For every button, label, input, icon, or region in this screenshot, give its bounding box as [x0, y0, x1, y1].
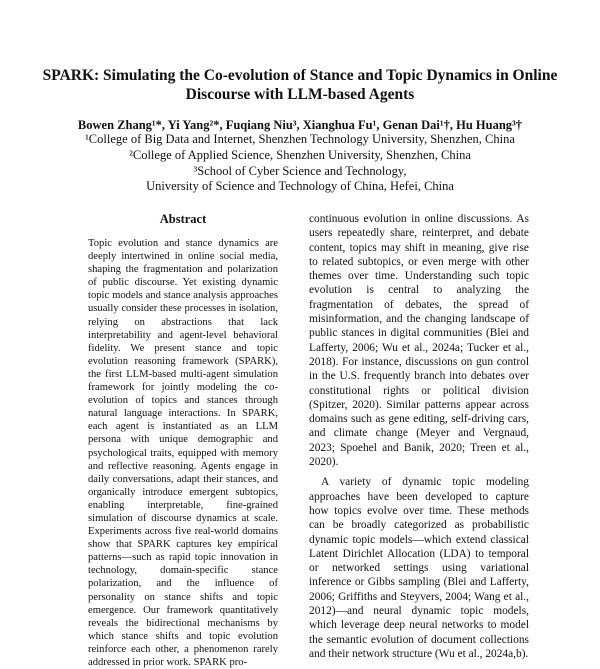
body-paragraph: A variety of dynamic topic modeling approaches have been developed to capture how topics evolve over time. These methods can be broadly categorized as probabilistic dynamic topic models—which extend classical Latent Dirichlet Allocation (LDA) to temporal or networked settings using variational inference or Gibbs sampling (Blei and Lafferty, 2006; Griffiths and Steyvers, 2004; Wang et al., 2012)—and neural dynamic topic models, which leverage deep neural networks to model the semantic evolution of document collections and their network structure (Wu et al., 2024a,b).: [309, 476, 529, 660]
affiliations: [40, 132, 560, 195]
affiliation-line: ³School of Cyber Science and Technology,: [193, 163, 407, 178]
abstract-heading: Abstract: [159, 212, 207, 226]
affiliation-line: ¹College of Big Data and Internet, Shenzhen Technology University, Shenzhen, China: [85, 132, 515, 146]
paper-title: SPARK: Simulating the Co-evolution of Stance and Topic Dynamics in Online Discourse with LLM-based Agents: [42, 67, 558, 103]
affiliation-line: University of Science and Technology of China, Hefei, China: [146, 179, 454, 194]
author-list: Bowen Zhang¹*, Yi Yang²*, Fuqiang Niu³, Xianghua Fu¹, Genan Dai¹†, Hu Huang³†: [77, 118, 523, 132]
body-paragraph: continuous evolution in online discussions. As users repeatedly share, reinterpret, and debate content, topics may shift in meaning, give rise to related subtopics, or even merge with other themes over time. Understanding such topic evolution is central to analyzing the fragmentation of debates, the spread of misinformation, and the changing landscape of public stances in digital communities (Blei and Lafferty, 2006; Wu et al., 2024a; Tucker et al., 2018). For instance, discussions on gun control in the U.S. frequently branch into debates over constitutional rights or political division (Spitzer, 2020). Similar patterns appear across domains such as gene editing, self-driving cars, and climate change (Meyer and Vergnaud, 2023; Spoehel and Banik, 2020; Treen et al., 2020).: [309, 213, 529, 469]
abstract-text: Topic evolution and stance dynamics are deeply intertwined in online social media, shaping the fragmentation and polarization of public discourse. Yet existing dynamic topic models and stance analysis approaches usually consider these processes in isolation, relying on abstractions that lack interpretability and agent-level behavioral fidelity. We present stance and topic evolution reasoning framework (SPARK), the first LLM-based multi-agent simulation framework for jointly modeling the co-evolution of topics and stances through natural language interactions. In SPARK, each agent is instantiated as an LLM persona with unique demographic and psychological traits, equipped with memory and reflective reasoning. Agents engage in daily conversations, adapt their stances, and organically introduce emergent subtopics, enabling interpretable, fine-grained simulation of discourse dynamics at scale. Experiments across five real-world domains show that SPARK captures key empirical patterns—such as rapid topic innovation in technology, domain-specific stance polarization, and the influence of personality on stance shifts and topic emergence. Our framework quantitatively reveals the bidirectional mechanisms by which stance shifts and topic evolution reinforce each other, a phenomenon rarely addressed in prior work. SPARK pro-: [88, 238, 278, 668]
body-column-right: [309, 212, 529, 661]
affiliation-line: ²College of Applied Science, Shenzhen University, Shenzhen, China: [129, 147, 471, 162]
